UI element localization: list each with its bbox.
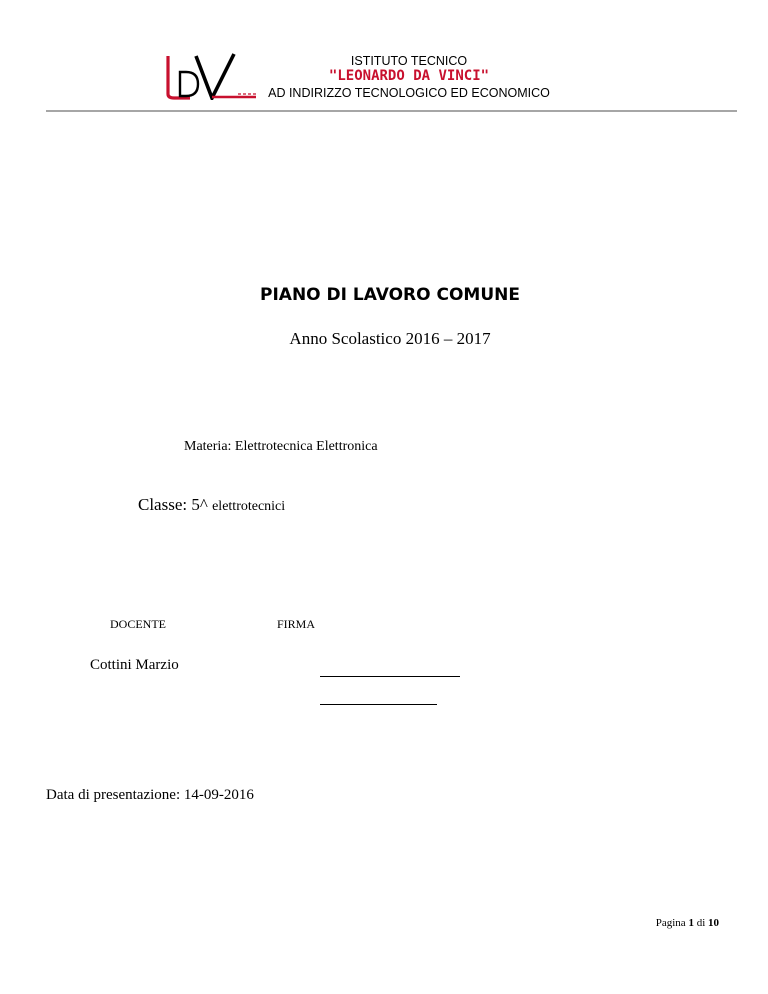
signature-line [320,704,437,705]
institute-type: ISTITUTO TECNICO [350,54,468,68]
signature-column-header: FIRMA [277,617,316,631]
teacher-column-header: DOCENTE [110,617,166,631]
institute-name: "LEONARDO DA VINCI" [328,68,490,84]
document-title: PIANO DI LAVORO COMUNE [260,285,520,305]
subject-line: Materia: Elettrotecnica Elettronica [184,439,378,454]
page-prefix: Pagina [655,917,686,929]
header-divider [46,110,737,112]
signature-line [320,676,460,677]
school-year: Anno Scolastico 2016 – 2017 [289,329,491,348]
presentation-date: Data di presentazione: 14-09-2016 [46,787,254,803]
page-separator: di [696,917,706,929]
page-total: 10 [708,917,719,929]
page-number [0,917,719,929]
teacher-name: Cottini Marzio [90,657,179,673]
institute-subtitle: AD INDIRIZZO TECNOLOGICO ED ECONOMICO [268,86,550,100]
class-value: elettrotecnici [212,499,286,514]
class-line [138,495,285,515]
class-label: Classe: 5^ [138,495,208,514]
page-current: 1 [688,917,694,929]
